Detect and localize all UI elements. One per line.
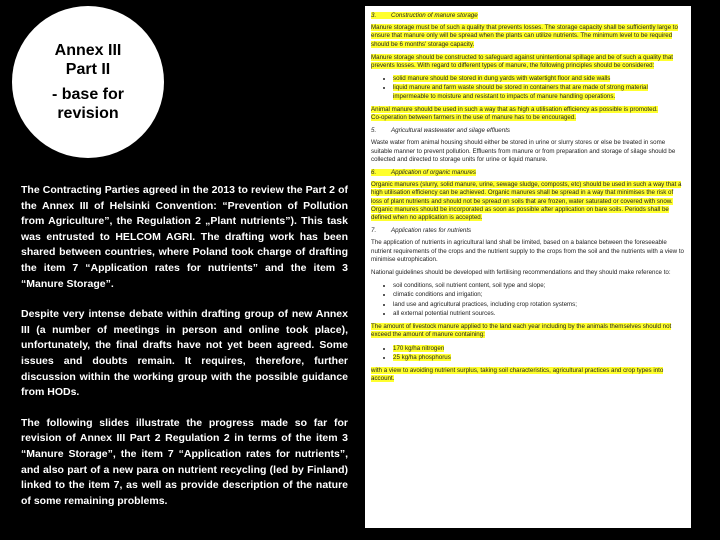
doc-paragraph: National guidelines should be developed with fertilising recommendations and they should make reference to:	[371, 269, 671, 277]
annex-title: Annex III Part II	[54, 42, 122, 78]
list-item: • climatic conditions and irrigation;	[393, 291, 685, 299]
summary-paragraph: Despite very intense debate within drafting group of new Annex III (a number of meetings in person and online took place), unfortunately, the final drafts have not yet been agreed. Some issues and doubts remain. It requires, therefore, further discussion within the working group with the possible guidance from HODs.	[21, 308, 348, 399]
doc-bullet-list	[371, 282, 685, 318]
doc-paragraph: Animal manure should be used in such a way that as high a utilisation efficiency as possible is promoted.	[371, 105, 658, 113]
section-heading: 7. Application rates for nutrients	[371, 227, 472, 235]
list-item: • 170 kg/ha nitrogen	[393, 345, 685, 353]
document-excerpt	[365, 6, 691, 528]
doc-paragraph: Organic manures (slurry, solid manure, urine, sewage sludge, composts, etc) should be used in such a way that a high utilisation efficiency can be achieved. Organic manures shall be spread in a way that minimises the risk of loss of plant nutrients and should not be spread on soils that are frozen, water saturated or covered with snow. Organic manures should be incorporated as soon as possible after application on bare soils. Periods shall be defined when no application is accepted.	[371, 181, 682, 222]
list-item: • liquid manure and farm waste should be stored in containers that are made of strong material impermeable to moisture and resistant to impacts of manure handling operations.	[393, 84, 685, 100]
summary-text	[21, 183, 348, 524]
title-circle	[12, 6, 164, 158]
annex-subtitle: - base for revision	[51, 86, 124, 122]
doc-paragraph: with a view to avoiding nutrient surplus, taking soil characteristics, agricultural practices and crop types into account.	[371, 366, 664, 383]
list-item: • land use and agricultural practices, including crop rotation systems;	[393, 301, 685, 309]
section-heading: 5. Agricultural wastewater and silage effluents	[371, 127, 511, 135]
doc-paragraph: The amount of livestock manure applied to the land each year including by the animals themselves should not exceed the amount of manure containing:	[371, 323, 672, 339]
doc-paragraph: Manure storage must be of such a quality that prevents losses. The storage capacity shall be sufficiently large to ensure that manure only will be spread when the plants can utilize nutrients. The minimum level to be required should be 6 months' storage capacity.	[371, 24, 678, 48]
doc-paragraph: Co-operation between farmers in the use of manure has to be encouraged.	[371, 114, 577, 122]
list-item: • 25 kg/ha phosphorus	[393, 354, 685, 362]
section-heading: 6. Application of organic manures	[371, 169, 476, 177]
list-item: • solid manure should be stored in dung yards with watertight floor and side walls	[393, 75, 685, 83]
doc-bullet-list	[371, 345, 685, 362]
summary-paragraph: The Contracting Parties agreed in the 2013 to review the Part 2 of the Annex III of Helsinki Convention: “Prevention of Pollution from Agriculture”, the Regulation 2 „Plant nutrients”). This task was entrusted to HELCOM AGRI. The drafting work has been shared between countries, where Poland took charge of drafting the item 7 “Application rates for nutrients” and the item 3 “Manure Storage”.	[21, 184, 348, 290]
doc-paragraph: The application of nutrients in agricultural land shall be limited, based on a balance between the foreseeable nutrient requirements of the crops and the nutrient supply to the crops from the soil and the nutrients with a view to minimise eutrophication.	[371, 239, 684, 263]
section-heading: 3. Construction of manure storage	[371, 12, 478, 19]
doc-paragraph: Waste water from animal housing should either be stored in urine or slurry stores or else be treated in some suitable manner to prevent pollution. Effluents from manure or from preparation and storage of silage should be collected and directed to storage units for urine or liquid manure.	[371, 139, 676, 163]
doc-bullet-list	[371, 75, 685, 101]
list-item: • soil conditions, soil nutrient content, soil type and slope;	[393, 282, 685, 290]
list-item: • all external potential nutrient sources.	[393, 310, 685, 318]
summary-paragraph: The following slides illustrate the progress made so far for revision of Annex III Part 2 Regulation 2 in terms of the item 3 “Manure Storage”, the item 7 “Application rates for nutrients”, and also part of a new para on nutrient recycling (led by Finland) linked to the item 7, as well as provide description of the nature of some remaining problems.	[21, 416, 348, 507]
doc-paragraph: Manure storage should be constructed to safeguard against unintentional spillage and be of such a quality that prevents losses. With regard to different types of manure, the following principles should be considered:	[371, 53, 674, 70]
